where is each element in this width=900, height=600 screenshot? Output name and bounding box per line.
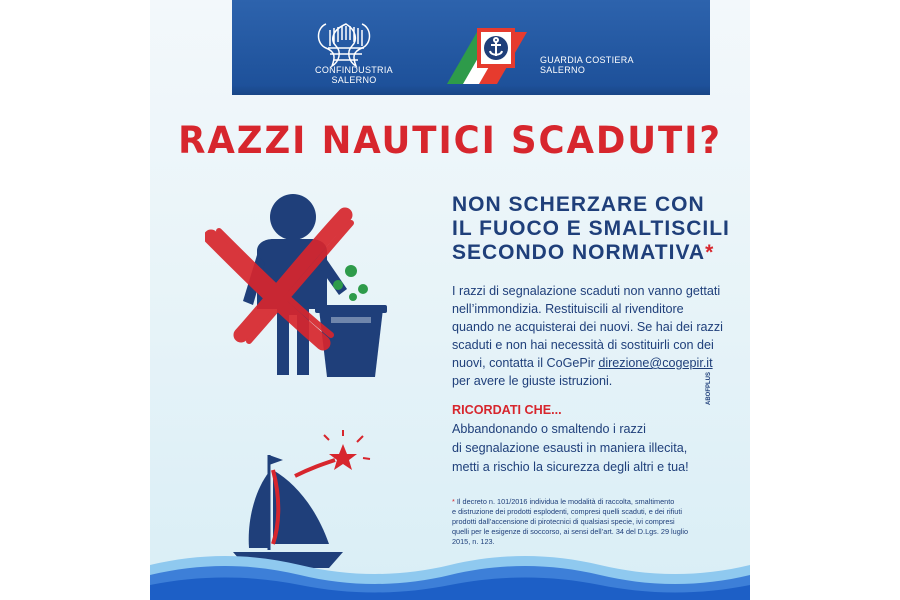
guardia-costiera-line-1: GUARDIA COSTIERA — [540, 55, 634, 65]
remember-text — [452, 420, 742, 477]
body-line-5-text: nuovi, contatta il CoGePir — [452, 356, 599, 370]
confindustria-line-2: SALERNO — [331, 75, 377, 85]
subtitle-line-3 — [452, 241, 742, 265]
contact-email-link[interactable]: direzione@cogepir.it — [598, 356, 713, 370]
guardia-costiera-label — [540, 55, 650, 75]
subtitle-line-2: IL FUOCO E SMALTISCILI — [452, 217, 730, 240]
footnote-line-2: e distruzione dei prodotti esplodenti, compresi quelli scaduti, e dei rifiuti — [452, 507, 682, 516]
subtitle-line-1: NON SCHERZARE CON — [452, 193, 705, 216]
footnote-line-1-text: Il decreto n. 101/2016 individua le modalità di raccolta, smaltimento — [456, 497, 675, 506]
footnote-asterisk: * — [452, 497, 455, 506]
confindustria-line-1: CONFINDUSTRIA — [315, 65, 393, 75]
body-line-6: per avere le giuste istruzioni. — [452, 374, 613, 388]
footnote-line-1 — [452, 497, 742, 507]
body-line-3: quando ne acquisterai dei nuovi. Se hai dei razzi — [452, 320, 723, 334]
remember-line-1: Abbandonando o smaltendo i razzi — [452, 422, 646, 436]
flare-star-icon — [295, 430, 370, 476]
subtitle — [452, 193, 742, 265]
footnote-line-4: quelli per le esigenze di soccorso, ai sensi dell’art. 34 del D.Lgs. 29 luglio — [452, 527, 689, 536]
person-trash-illustration — [205, 185, 395, 385]
body-paragraph — [452, 282, 742, 390]
guardia-costiera-line-2: SALERNO — [540, 65, 586, 75]
flare-dots — [333, 265, 368, 301]
subtitle-line-3-text: SECONDO NORMATIVA — [452, 241, 706, 264]
body-line-4: scaduti e non hai necessità di sostituirli con dei — [452, 338, 714, 352]
remember-line-2: di segnalazione esausti in maniera illecita, — [452, 441, 688, 455]
remember-heading: RICORDATI CHE... — [452, 403, 562, 417]
page-title: RAZZI NAUTICI SCADUTI? — [178, 119, 722, 162]
footnote-line-5: 2015, n. 123. — [452, 537, 495, 546]
footnote-line-3: prodotti dall’accensione di pirotecnici di qualsiasi specie, ivi compresi — [452, 517, 675, 526]
footnote — [452, 497, 742, 547]
remember-line-3: metti a rischio la sicurezza degli altri e tua! — [452, 460, 689, 474]
banner-shade — [232, 85, 710, 95]
guardia-costiera-logo-icon — [447, 20, 537, 84]
confindustria-label — [311, 65, 397, 85]
subtitle-asterisk: * — [705, 241, 715, 264]
waves-icon — [150, 545, 750, 600]
body-line-1: I razzi di segnalazione scaduti non vanno gettati — [452, 284, 721, 298]
side-credit-mark: ABOFPLUS — [706, 372, 712, 405]
body-line-2: nell’immondizia. Restituiscili al rivenditore — [452, 302, 684, 316]
body-line-5 — [452, 354, 742, 372]
